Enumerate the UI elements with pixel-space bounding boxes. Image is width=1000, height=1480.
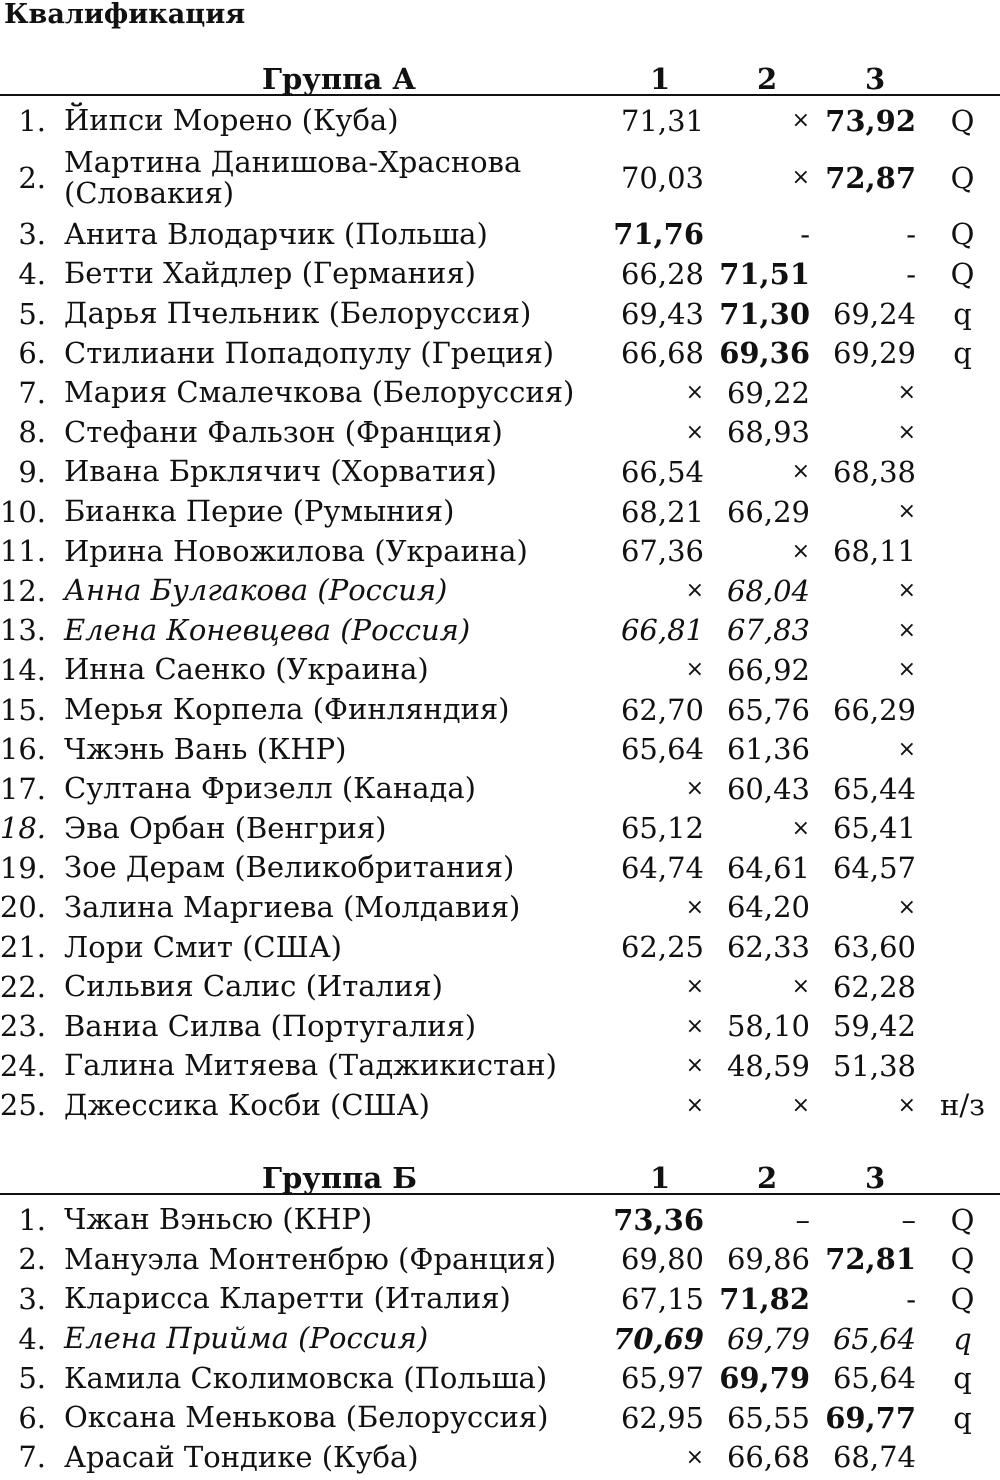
attempt-3-result: 68,11 [832,534,916,569]
attempt-1-result: × [685,657,704,683]
table-row [0,1438,1000,1478]
place-number: 6. [18,1400,46,1435]
table-row [0,294,1000,334]
qualification-mark: Q [950,1202,975,1237]
athlete-name: Бетти Хайдлер (Германия) [64,256,476,291]
attempt-column-header: 3 [865,1161,886,1195]
attempt-2-result: 60,43 [726,771,810,806]
athlete-name: Йипси Морено (Куба) [64,103,399,138]
attempt-3-result: 65,64 [832,1321,916,1356]
athlete-name: Инна Саенко (Украина) [64,652,429,687]
attempt-1-result: 66,28 [620,256,704,291]
athlete-name: Бианка Перие (Румыния) [64,494,455,529]
attempt-2-result: 64,61 [726,850,810,885]
place-number: 8. [18,415,46,450]
athlete-name: Елена Прийма (Россия) [64,1321,429,1356]
table-row [0,1086,1000,1126]
place-number: 19. [0,850,46,885]
attempt-2-result: × [791,108,810,134]
attempt-3-result: × [897,657,916,683]
attempt-1-result: × [685,1444,704,1470]
place-number: 23. [0,1009,46,1044]
attempt-3-result: 73,92 [825,103,916,138]
table-row [0,492,1000,532]
table-row [0,571,1000,611]
attempt-column-header: 3 [865,62,886,96]
attempt-3-result: 72,81 [825,1242,916,1277]
attempt-1-result: 65,64 [620,732,704,767]
place-number: 24. [0,1048,46,1083]
attempt-2-result: - [800,217,810,252]
attempt-1-result: 70,03 [620,160,704,195]
athlete-name: Стилиани Попадопулу (Греция) [64,335,555,370]
attempt-2-result: 64,20 [726,890,810,925]
attempt-2-result: × [791,815,810,841]
attempt-3-result: 65,44 [832,771,916,806]
attempt-1-result: × [685,1053,704,1079]
qualification-mark [925,927,1000,967]
qualification-mark [925,452,1000,492]
athlete-name: Эва Орбан (Венгрия) [64,810,387,845]
attempt-2-result: × [791,538,810,564]
attempt-1-result: 62,25 [620,930,704,965]
athlete-name: Мартина Данишова-Храснова (Словакия) [64,144,522,210]
attempt-1-result: × [685,974,704,1000]
attempt-2-result: 66,29 [726,494,810,529]
attempt-3-result: 66,29 [832,692,916,727]
athlete-name: Елена Коневцева (Россия) [64,612,471,647]
group-b-table [0,1163,1000,1477]
place-number: 18. [0,811,46,846]
qualification-mark [925,650,1000,690]
attempt-2-result: × [791,459,810,485]
attempt-2-result: 58,10 [726,1009,810,1044]
attempt-3-result: 51,38 [832,1048,916,1083]
attempt-3-result: 69,24 [832,296,916,331]
attempt-2-result: 69,36 [719,336,810,371]
group-title: Группа А [262,62,416,96]
table-row [0,769,1000,809]
attempt-3-result: × [897,894,916,920]
qualification-mark: Q [950,160,975,195]
table-row [0,690,1000,730]
qualification-mark [925,690,1000,730]
attempt-3-result: – [901,1202,916,1237]
attempt-1-result: 69,80 [620,1242,704,1277]
attempt-2-result: 66,68 [726,1440,810,1475]
athlete-name: Кларисса Кларетти (Италия) [64,1281,511,1316]
attempt-2-result: – [795,1202,810,1237]
place-number: 17. [0,771,46,806]
attempt-column-header: 1 [650,62,671,96]
attempt-3-result: × [897,419,916,445]
qualification-mark [925,611,1000,651]
athlete-name: Анита Влодарчик (Польша) [64,216,488,251]
attempt-1-result: × [685,894,704,920]
place-number: 21. [0,930,46,965]
table-row [0,254,1000,294]
table-row [0,333,1000,373]
attempt-1-result: 66,68 [620,336,704,371]
attempt-3-result: 65,41 [832,811,916,846]
attempt-2-result: 68,93 [726,415,810,450]
qualification-mark: Q [950,1242,975,1277]
place-number: 13. [0,613,46,648]
qualification-mark [925,1438,1000,1478]
table-row [0,1240,1000,1280]
qualification-mark [925,373,1000,413]
table-row [0,848,1000,888]
qualification-mark: q [953,296,972,331]
qualification-mark [925,492,1000,532]
attempt-3-result: 69,29 [832,336,916,371]
qualification-mark [925,809,1000,849]
attempt-2-result: × [791,165,810,191]
athlete-name: Мануэла Монтенбрю (Франция) [64,1241,557,1276]
attempt-1-result: 62,70 [620,692,704,727]
table-row [0,413,1000,453]
table-row [0,1358,1000,1398]
place-number: 5. [18,1361,46,1396]
place-number: 2. [18,1242,46,1277]
attempt-3-result: - [906,1281,916,1316]
place-number: 2. [18,160,46,195]
qualification-mark: Q [950,256,975,291]
attempt-3-result: - [906,256,916,291]
table-row [0,141,1000,215]
attempt-1-result: × [685,776,704,802]
qualification-mark [925,571,1000,611]
qualification-mark [925,1006,1000,1046]
qualification-mark [925,729,1000,769]
attempt-2-result: 69,86 [726,1242,810,1277]
table-row [0,809,1000,849]
attempt-3-result: 63,60 [832,930,916,965]
table-row [0,1398,1000,1438]
table-row [0,967,1000,1007]
qualification-mark [925,848,1000,888]
athlete-name: Стефани Фальзон (Франция) [64,414,503,449]
place-number: 1. [18,103,46,138]
place-number: 22. [0,969,46,1004]
qualification-mark: q [953,1361,972,1396]
attempt-2-result: × [791,974,810,1000]
attempt-1-result: 71,76 [613,217,704,252]
attempt-1-result: × [685,578,704,604]
attempt-2-result: 48,59 [726,1048,810,1083]
place-number: 11. [0,534,46,569]
attempt-column-header: 2 [757,62,778,96]
qualification-mark [925,888,1000,928]
attempt-1-result: 66,81 [620,613,704,648]
qualification-mark: Q [950,217,975,252]
attempt-1-result: 68,21 [620,494,704,529]
qualification-mark: Q [950,103,975,138]
attempt-2-result: 71,30 [719,296,810,331]
qualification-mark [925,967,1000,1007]
attempt-1-result: 67,15 [620,1281,704,1316]
attempt-3-result: × [897,578,916,604]
athlete-name: Сильвия Салис (Италия) [64,969,443,1004]
attempt-3-result: 68,74 [832,1440,916,1475]
attempt-2-result: × [791,1092,810,1118]
table-row [0,1200,1000,1240]
attempt-1-result: 67,36 [620,534,704,569]
attempt-2-result: 61,36 [726,732,810,767]
athlete-name: Ваниа Силва (Португалия) [64,1008,477,1043]
place-number: 7. [18,1440,46,1475]
place-number: 7. [18,375,46,410]
athlete-name: Ивана Брклячич (Хорватия) [64,454,497,489]
attempt-1-result: × [685,1092,704,1118]
attempt-column-header: 2 [757,1161,778,1195]
athlete-name: Арасай Тондике (Куба) [64,1439,419,1474]
attempt-3-result: 59,42 [832,1009,916,1044]
attempt-3-result: 65,64 [832,1361,916,1396]
place-number: 20. [0,890,46,925]
place-number: 16. [0,732,46,767]
attempt-2-result: 65,55 [726,1400,810,1435]
attempt-2-result: 67,83 [726,613,810,648]
qualification-mark [925,1046,1000,1086]
qualification-mark: q [953,336,972,371]
athlete-name: Дарья Пчельник (Белоруссия) [64,296,532,331]
attempt-3-result: 72,87 [825,160,916,195]
attempt-1-result: 64,74 [620,850,704,885]
attempt-2-result: 65,76 [726,692,810,727]
attempt-1-result: × [685,380,704,406]
qualification-mark: q [953,1400,972,1435]
group-header [0,1163,1000,1195]
table-row [0,452,1000,492]
place-number: 14. [0,652,46,687]
place-number: 25. [0,1088,46,1123]
attempt-1-result: 65,12 [620,811,704,846]
attempt-1-result: 70,69 [613,1321,704,1356]
attempt-3-result: 68,38 [832,454,916,489]
attempt-3-result: - [906,217,916,252]
attempt-1-result: × [685,1013,704,1039]
place-number: 12. [0,573,46,608]
attempt-3-result: 62,28 [832,969,916,1004]
table-row [0,373,1000,413]
attempt-3-result: 64,57 [832,850,916,885]
attempt-2-result: 71,82 [719,1281,810,1316]
attempt-2-result: 62,33 [726,930,810,965]
attempt-3-result: × [897,1092,916,1118]
place-number: 1. [18,1202,46,1237]
attempt-3-result: × [897,380,916,406]
athlete-name: Чжан Вэньсю (КНР) [64,1202,373,1237]
qualification-mark [925,413,1000,453]
table-row [0,1319,1000,1359]
table-row [0,650,1000,690]
place-number: 4. [18,1321,46,1356]
place-number: 10. [0,494,46,529]
athlete-name: Чжэнь Вань (КНР) [64,731,347,766]
athlete-name: Галина Митяева (Таджикистан) [64,1048,557,1083]
attempt-3-result: × [897,617,916,643]
qualification-mark: Q [950,1281,975,1316]
qualification-mark [925,531,1000,571]
athlete-name: Оксана Менькова (Белоруссия) [64,1400,549,1435]
attempt-2-result: 69,22 [726,375,810,410]
athlete-name: Мерья Корпела (Финляндия) [64,692,510,727]
attempt-1-result: 65,97 [620,1361,704,1396]
table-row [0,531,1000,571]
group-header [0,64,1000,96]
athlete-name: Джессика Косби (США) [64,1087,430,1122]
attempt-1-result: 71,31 [620,103,704,138]
group-a-table [0,64,1000,1125]
attempt-column-header: 1 [650,1161,671,1195]
attempt-2-result: 66,92 [726,652,810,687]
athlete-name: Лори Смит (США) [64,929,342,964]
athlete-name: Ирина Новожилова (Украина) [64,533,528,568]
page-title: Квалификация [4,0,246,30]
qualification-mark [925,769,1000,809]
table-row [0,1046,1000,1086]
attempt-1-result: 73,36 [613,1202,704,1237]
attempt-1-result: 62,95 [620,1400,704,1435]
place-number: 3. [18,217,46,252]
attempt-1-result: × [685,419,704,445]
table-row [0,1006,1000,1046]
attempt-3-result: × [897,736,916,762]
athlete-name: Мария Смалечкова (Белоруссия) [64,375,575,410]
athlete-name: Зое Дерам (Великобритания) [64,850,515,885]
place-number: 4. [18,256,46,291]
table-row [0,215,1000,255]
attempt-1-result: 69,43 [620,296,704,331]
attempt-2-result: 71,51 [719,256,810,291]
athlete-name: Султана Фризелл (Канада) [64,771,476,806]
table-row [0,101,1000,141]
place-number: 5. [18,296,46,331]
place-number: 9. [18,454,46,489]
place-number: 3. [18,1281,46,1316]
place-number: 15. [0,692,46,727]
place-number: 6. [18,336,46,371]
attempt-2-result: 68,04 [726,573,810,608]
table-row [0,611,1000,651]
athlete-name: Камила Сколимовска (Польша) [64,1360,548,1395]
attempt-3-result: × [897,499,916,525]
athlete-name: Анна Булгакова (Россия) [64,573,448,608]
table-row [0,729,1000,769]
attempt-2-result: 69,79 [719,1361,810,1396]
group-title: Группа Б [262,1161,417,1195]
qualification-mark: н/з [940,1088,985,1123]
athlete-name: Залина Маргиева (Молдавия) [64,889,521,924]
table-row [0,888,1000,928]
table-row [0,927,1000,967]
table-row [0,1279,1000,1319]
attempt-3-result: 69,77 [825,1400,916,1435]
attempt-1-result: 66,54 [620,454,704,489]
qualification-mark: q [953,1321,972,1356]
attempt-2-result: 69,79 [726,1321,810,1356]
